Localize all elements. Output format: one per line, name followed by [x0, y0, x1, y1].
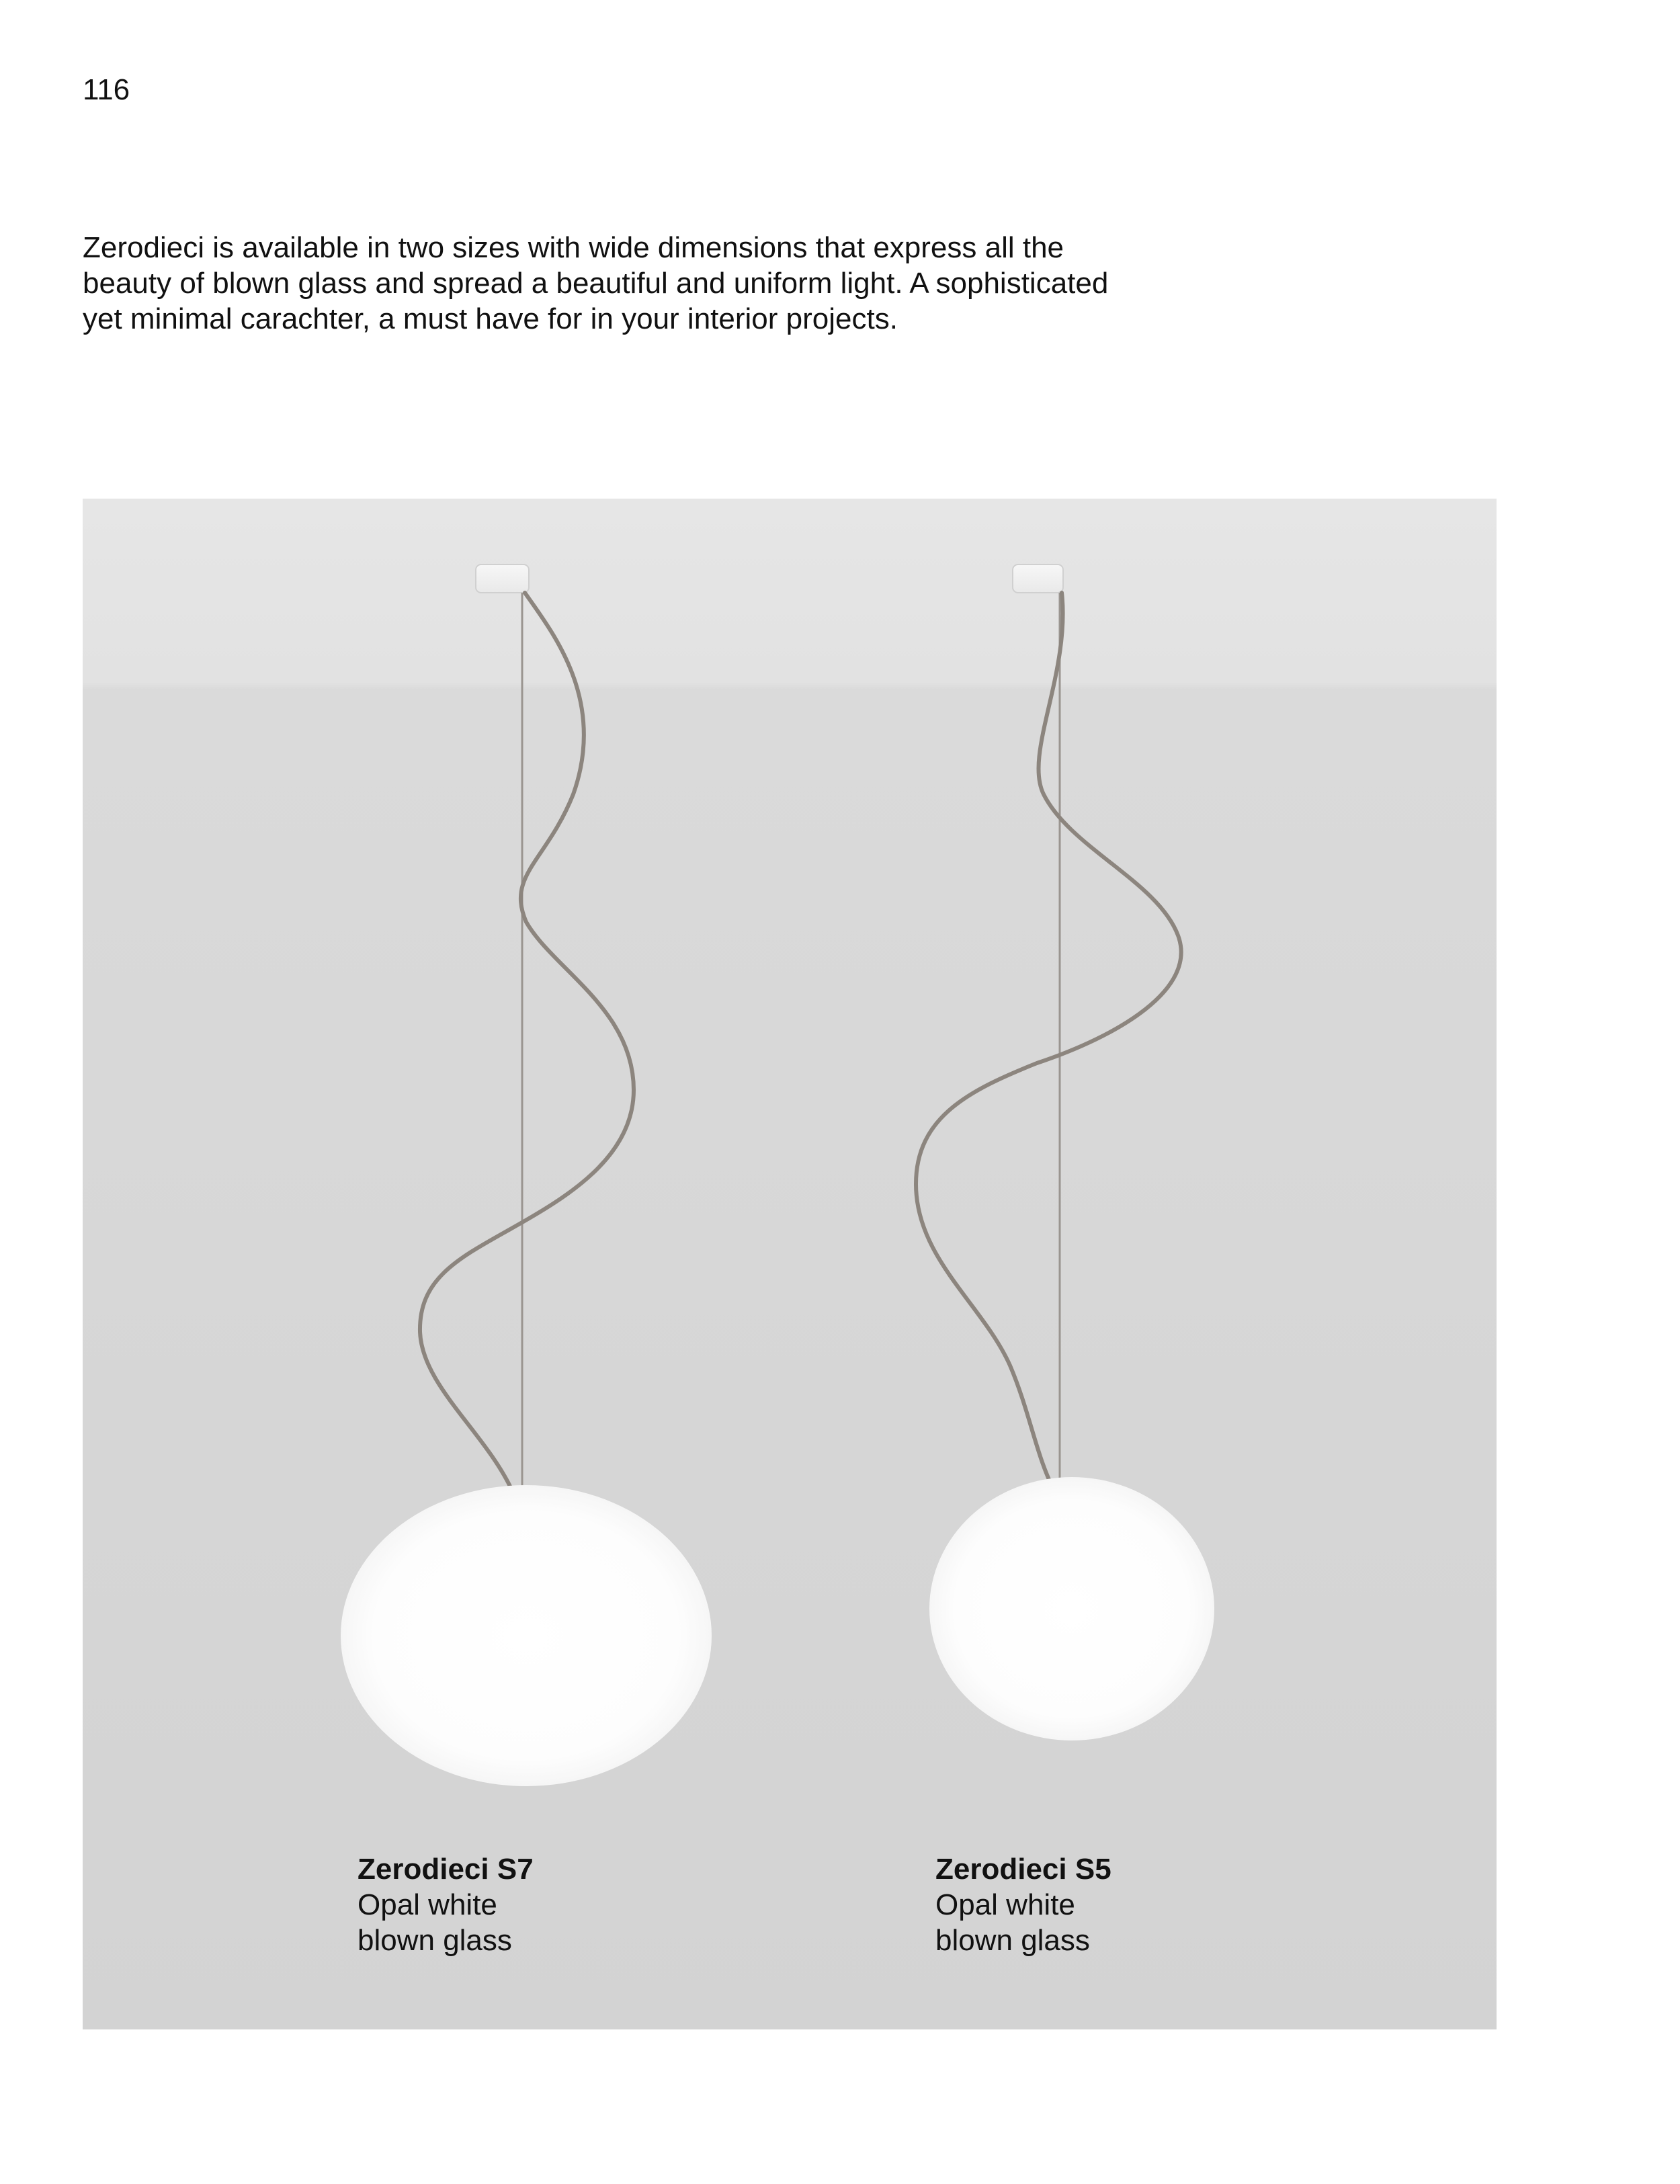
- wall-background: [83, 499, 1497, 2029]
- product-desc-line: Opal white: [358, 1888, 497, 1921]
- page-number: 116: [83, 73, 130, 106]
- intro-line: yet minimal carachter, a must have for in your interior projects.: [83, 302, 898, 335]
- product-name: Zerodieci S5: [935, 1853, 1111, 1886]
- canopy-s5: [1013, 564, 1063, 593]
- intro-paragraph: [83, 230, 1225, 337]
- product-desc-line: Opal white: [935, 1888, 1075, 1921]
- intro-line: Zerodieci is available in two sizes with wide dimensions that express all the: [83, 231, 1064, 264]
- caption-zerodieci-s5: [935, 1851, 1111, 1958]
- product-photo: [83, 499, 1497, 2029]
- globe-s7: [341, 1485, 712, 1786]
- product-desc-line: blown glass: [358, 1924, 512, 1957]
- product-desc-line: blown glass: [935, 1924, 1090, 1957]
- globe-s5: [929, 1477, 1214, 1740]
- caption-zerodieci-s7: [358, 1851, 534, 1958]
- intro-line: beauty of blown glass and spread a beautiful and uniform light. A sophisticated: [83, 267, 1109, 300]
- canopy-s7: [476, 564, 529, 593]
- product-name: Zerodieci S7: [358, 1853, 534, 1886]
